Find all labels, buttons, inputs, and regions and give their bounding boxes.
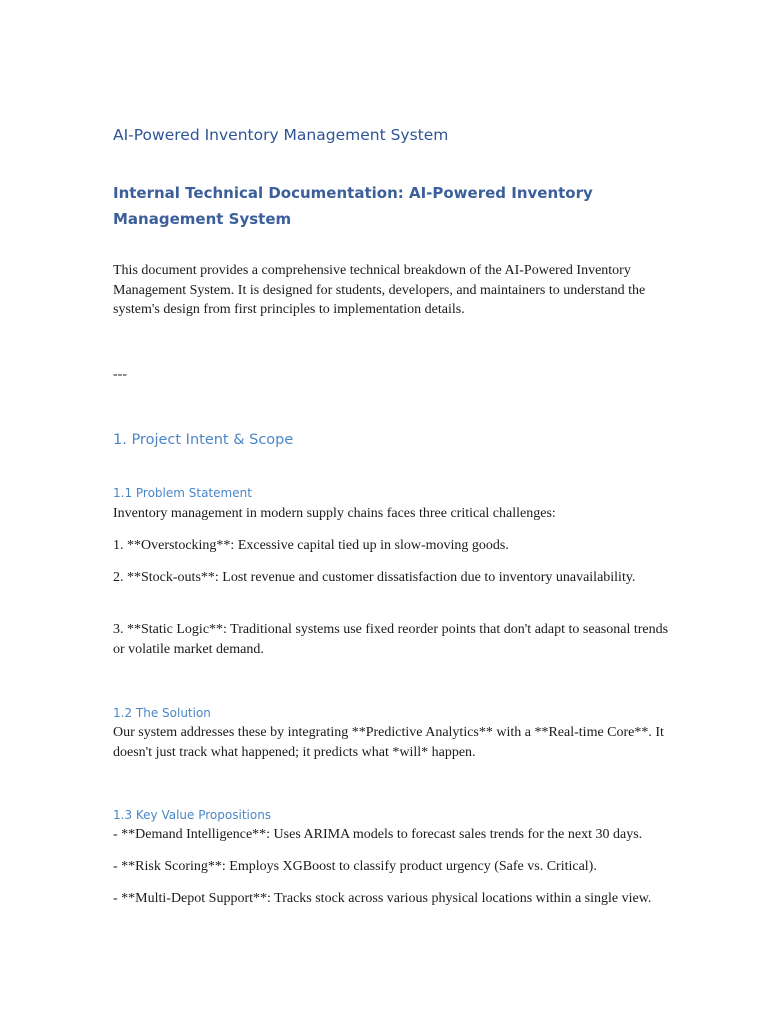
subheading-key-value-propositions: 1.3 Key Value Propositions [113, 808, 272, 822]
value-item-risk-scoring: - **Risk Scoring**: Employs XGBoost to classify product urgency (Safe vs. Critical). [113, 859, 597, 874]
problem-item-overstocking: 1. **Overstocking**: Excessive capital tied up in slow-moving goods. [113, 538, 509, 553]
subheading-the-solution: 1.2 The Solution [113, 706, 211, 720]
solution-paragraph: Our system addresses these by integrating **Predictive Analytics** with a **Real-time Core**. It doesn't just track what happened; it predicts what *will* happen. [113, 725, 664, 760]
value-item-multi-depot-support: - **Multi-Depot Support**: Tracks stock across various physical locations within a single view. [113, 891, 652, 906]
document-title: AI-Powered Inventory Management System [113, 126, 449, 144]
problem-lead-paragraph: Inventory management in modern supply chains faces three critical challenges: [113, 506, 556, 521]
section-divider: --- [113, 367, 127, 382]
subheading-problem-statement: 1.1 Problem Statement [113, 486, 252, 500]
intro-paragraph: This document provides a comprehensive technical breakdown of the AI-Powered Inventory Management System. It is designed for students, developers, and maintainers to understand the system's design from first principles to implementation details. [113, 263, 646, 317]
section-heading-project-intent: 1. Project Intent & Scope [113, 432, 294, 448]
value-item-demand-intelligence: - **Demand Intelligence**: Uses ARIMA models to forecast sales trends for the next 30 days. [113, 827, 643, 842]
document-subtitle: Internal Technical Documentation: AI-Powered Inventory Management System [113, 184, 593, 228]
problem-item-static-logic: 3. **Static Logic**: Traditional systems use fixed reorder points that don't adapt to seasonal trends or volatile market demand. [113, 622, 669, 657]
problem-item-stock-outs: 2. **Stock-outs**: Lost revenue and customer dissatisfaction due to inventory unavailability. [113, 570, 636, 585]
